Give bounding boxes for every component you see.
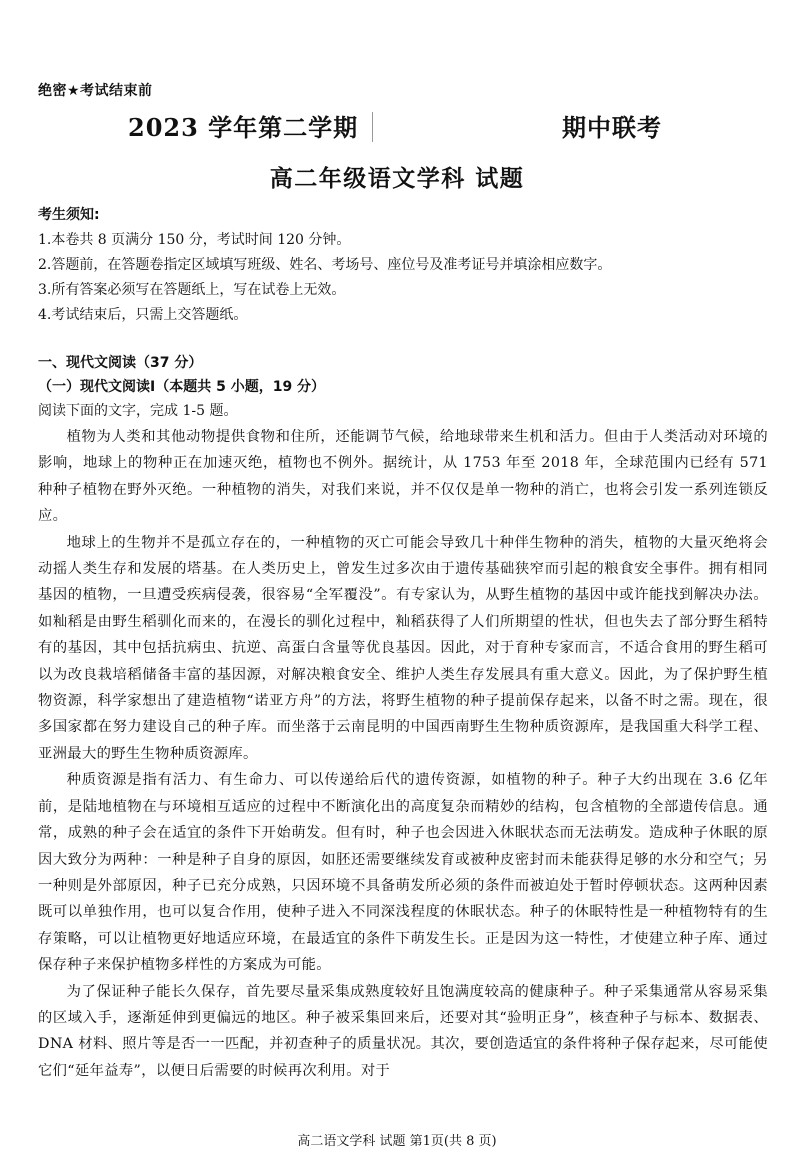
passage-paragraph: 种质资源是指有活力、有生命力、可以传递给后代的遗传资源，如植物的种子。种子大约出现在 3.6 亿年前，是陆地植物在与环境相互适应的过程中不断演化出的高度复杂而精妙的结构，包含植物的全部遗传信息。通常，成熟的种子会在适宜的条件下开始萌发。但有时，种子也会因进入休眠状态而无法萌发。造成种子休眠的原因大致分为两种：一种是种子自身的原因，如胚还需要继续发育或被种皮密封而未能获得足够的水分和空气；另一种则是外部原因，种子已充分成熟，只因环境不具备萌发所必须的条件而被迫处于暂时停顿状态。这两种因素既可以单独作用，也可以复合作用，使种子进入不同深浅程度的休眠状态。种子的休眠特性是一种植物特有的生存策略，可以让植物更好地适应环境，在最适宜的条件下萌发生长。正是因为这一特性，才使建立种子库、通过保存种子来保护植物多样性的方案成为可能。 [38,772,768,974]
notice-heading: 考生须知: [38,207,100,223]
exam-title-right: 期中联考 [562,113,662,142]
notice-list [38,228,778,328]
notice-item: 2.答题前，在答题卷指定区域填写班级、姓名、考场号、座位号及准考证号并填涂相应数字。 [38,257,612,273]
exam-subtitle: 高二年级语文学科 试题 [269,165,525,192]
reading-instruction: 阅读下面的文字，完成 1-5 题。 [38,403,238,419]
passage-paragraph: 植物为人类和其他动物提供食物和住所，还能调节气候，给地球带来生机和活力。但由于人类活动对环境的影响，地球上的物种正在加速灭绝，植物也不例外。据统计，从 1753 年至 2018 年，全球范围内已经有 571 种种子植物在野外灭绝。一种植物的消失，对我们来说，并不仅仅是单一物种的消亡，也将会引发一系列连锁反应。 [38,429,768,525]
notice-item: 1.本卷共 8 页满分 150 分，考试时间 120 分钟。 [38,232,351,248]
confidential-label: 绝密★考试结束前 [38,83,153,99]
exam-title-left: 2023 学年第二学期 [128,113,359,142]
section-subheading: （一）现代文阅读Ⅰ（本题共 5 小题，19 分） [38,379,326,395]
page-footer: 高二语文学科 试题 第1页(共 8 页) [297,1134,497,1149]
notice-item: 3.所有答案必须写在答题纸上，写在试卷上无效。 [38,282,346,298]
section-heading: 一、现代文阅读（37 分） [38,355,203,371]
notice-item: 4.考试结束后，只需上交答题纸。 [38,307,248,323]
passage-paragraph: 地球上的生物并不是孤立存在的，一种植物的灭亡可能会导致几十种伴生物种的消失，植物的大量灭绝将会动摇人类生存和发展的塔基。在人类历史上，曾发生过多次由于遗传基础狭窄而引起的粮食安全事件。拥有相同基因的植物，一旦遭受疾病侵袭，很容易“全军覆没”。有专家认为，从野生植物的基因中或许能找到解决办法。如籼稻是由野生稻驯化而来的，在漫长的驯化过程中，籼稻获得了人们所期望的性状，但也失去了部分野生稻特有的基因，其中包括抗病虫、抗逆、高蛋白含量等优良基因。因此，对于育种专家而言，不适合食用的野生稻可以为改良栽培稻储备丰富的基因源，对解决粮食安全、维护人类生存发展具有重大意义。因此，为了保护野生植物资源，科学家想出了建造植物“诺亚方舟”的方法，将野生植物的种子提前保存起来，以备不时之需。现在，很多国家都在努力建设自己的种子库。而坐落于云南昆明的中国西南野生生物种质资源库，是我国重大科学工程、亚洲最大的野生生物种质资源库。 [38,534,768,762]
passage-paragraph: 为了保证种子能长久保存，首先要尽量采集成熟度较好且饱满度较高的健康种子。种子采集通常从容易采集的区域入手，逐渐延伸到更偏远的地区。种子被采集回来后，还要对其“验明正身”，核查种子与标本、数据表、DNA 材料、照片等是否一一匹配，并初查种子的质量状况。其次，要创造适宜的条件将种子保存起来，尽可能使它们“延年益寿”，以便日后需要的时候再次利用。对于 [38,983,768,1079]
title-row [0,108,794,148]
reading-passage [38,424,768,1084]
redacted-title-gap [372,112,559,142]
